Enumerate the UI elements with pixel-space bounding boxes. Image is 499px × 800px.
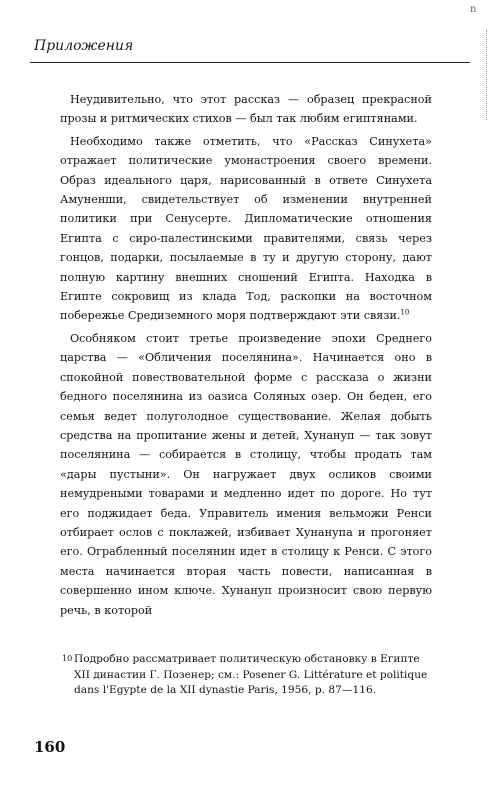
paragraph-1: Неудивительно, что этот рассказ — образец прекрасной прозы и ритмических стихов — был так любим египтянами.: [60, 93, 432, 126]
corner-mark: n: [470, 4, 478, 15]
footnote-text: Подробно рассматривает политическую обстановку в Египте XII династии Г. Позенер; см.: Posener G. Littérature et politique dans l'Egypte de la XII dynastie Paris, 1956, p. 87—116.: [74, 653, 428, 696]
running-head: Приложения: [34, 38, 134, 54]
paragraph-2: [60, 132, 432, 326]
paragraph-2-text: Необходимо также отметить, что «Рассказ Синухета» отражает политические умонастроения своего времени. Образ идеального царя, нарисованный в ответе Синухета Амуненши, свидетельствует об изменении внутренней политики при Сенусерте. Дипломатические отношения Египта с сиро-палестинскими правителями, связь через гонцов, подарки, посылаемые в ту и другую сторону, дают полную картину внешних сношений Египта. Находка в Египте сокровищ из клада Тод, раскопки на восточном побережье Средиземного моря подтверждают эти связи.: [60, 134, 432, 323]
footnote: [62, 652, 436, 699]
page-edge-mark: [486, 30, 488, 120]
paragraph-3: Особняком стоит третье произведение эпохи Среднего царства — «Обличения поселянина». Начинается оно в спокойной повествовательной форме с рассказа о жизни бедного поселянина из оазиса Соляных озер. Он беден, его семья ведет полуголодное существование. Желая добыть средства на пропитание жены и детей, Хунануп — так зовут поселянина — собирается в столицу, чтобы продать там «дары пустыни». Он нагружает двух осликов своими немудреными товарами и медленно идет по дороге. Но тут его поджидает беда. Управитель имения вельможи Ренси отбирает ослов с поклажей, избивает Хунанупа и прогоняет его. Ограбленный поселянин идет в столицу к Ренси. С этого места начинается вторая часть повести, написанная в совершенно ином ключе. Хунануп произносит свою первую речь, в которой: [60, 331, 432, 617]
header-rule: [30, 62, 470, 63]
main-text: [60, 90, 432, 620]
footnote-reference: 10: [400, 308, 410, 317]
footnote-number: 10: [62, 654, 73, 663]
page-number: 160: [34, 738, 66, 756]
